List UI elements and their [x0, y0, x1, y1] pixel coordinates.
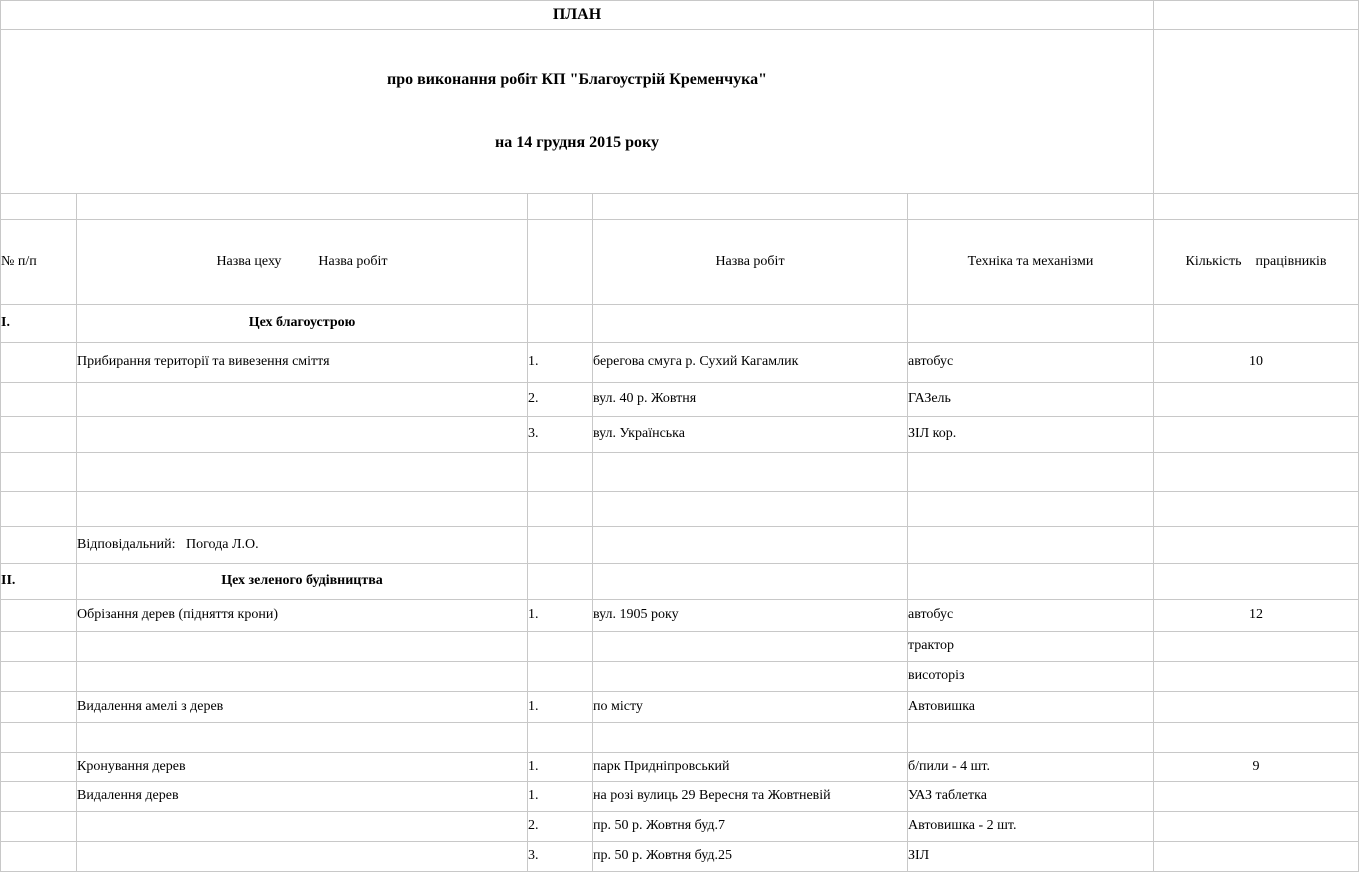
- cell-machinery: Автовишка - 2 шт.: [908, 812, 1154, 842]
- cell-location: [593, 492, 908, 527]
- cell-index: [528, 305, 593, 343]
- cell-index: [528, 492, 593, 527]
- cell-work-name: [77, 842, 528, 872]
- cell-num: [1, 527, 77, 564]
- cell-num: [1, 600, 77, 632]
- cell-location: вул. 40 р. Жовтня: [593, 383, 908, 417]
- cell-num: [1, 842, 77, 872]
- cell-index: 3.: [528, 842, 593, 872]
- table-row: [1, 723, 1359, 753]
- table-row: [1, 453, 1359, 492]
- cell-location: [593, 453, 908, 492]
- cell-workers-count: [1154, 723, 1359, 753]
- cell-location: парк Придніпровський: [593, 753, 908, 782]
- cell-workers-count: [1154, 812, 1359, 842]
- cell-workers-count: [1154, 492, 1359, 527]
- cell-work-name: Цех зеленого будівництва: [77, 564, 528, 600]
- cell-num: [1, 632, 77, 662]
- cell-index: 2.: [528, 383, 593, 417]
- cell-location: [593, 305, 908, 343]
- cell-work-name: Кронування дерев: [77, 753, 528, 782]
- cell-machinery: [908, 492, 1154, 527]
- cell-workers-count: [1154, 842, 1359, 872]
- col-header-workers-count: Кількість працівників: [1154, 220, 1359, 305]
- blank-cell: [1, 194, 77, 220]
- cell-work-name: [77, 453, 528, 492]
- col-header-shop-name: Назва цеху: [216, 253, 282, 269]
- cell-location: [593, 527, 908, 564]
- cell-num: I.: [1, 305, 77, 343]
- cell-work-name: Цех благоустрою: [77, 305, 528, 343]
- cell-location: вул. Українська: [593, 417, 908, 453]
- cell-num: [1, 453, 77, 492]
- cell-num: [1, 492, 77, 527]
- cell-machinery: б/пили - 4 шт.: [908, 753, 1154, 782]
- cell-work-name: [77, 723, 528, 753]
- blank-row: [1, 194, 1359, 220]
- cell-work-name: [77, 812, 528, 842]
- cell-work-name: Прибирання території та вивезення сміття: [77, 343, 528, 383]
- cell-machinery: УАЗ таблетка: [908, 782, 1154, 812]
- table-row: [1, 417, 1359, 453]
- cell-index: [528, 723, 593, 753]
- cell-workers-count: [1154, 383, 1359, 417]
- table-row: [1, 600, 1359, 632]
- table-row: [1, 782, 1359, 812]
- subtitle-row: [1, 30, 1359, 194]
- blank-cell: [908, 194, 1154, 220]
- title-row: [1, 1, 1359, 30]
- cell-location: [593, 632, 908, 662]
- cell-location: [593, 723, 908, 753]
- cell-workers-count: [1154, 632, 1359, 662]
- cell-machinery: Автовишка: [908, 692, 1154, 723]
- cell-machinery: ЗІЛ кор.: [908, 417, 1154, 453]
- cell-num: [1, 753, 77, 782]
- table-row: [1, 632, 1359, 662]
- table-row: [1, 692, 1359, 723]
- cell-num: [1, 692, 77, 723]
- blank-cell: [528, 194, 593, 220]
- cell-location: [593, 564, 908, 600]
- cell-num: [1, 662, 77, 692]
- cell-index: 2.: [528, 812, 593, 842]
- cell-location: пр. 50 р. Жовтня буд.7: [593, 812, 908, 842]
- cell-num: II.: [1, 564, 77, 600]
- subtitle-right-empty-cell: [1154, 30, 1359, 194]
- cell-num: [1, 723, 77, 753]
- cell-workers-count: 9: [1154, 753, 1359, 782]
- cell-work-name: [77, 632, 528, 662]
- cell-location: вул. 1905 року: [593, 600, 908, 632]
- cell-machinery: ГАЗель: [908, 383, 1154, 417]
- cell-work-name: Видалення амелі з дерев: [77, 692, 528, 723]
- cell-index: 3.: [528, 417, 593, 453]
- cell-index: [528, 662, 593, 692]
- cell-workers-count: [1154, 417, 1359, 453]
- col-header-shop-and-works: [77, 220, 528, 305]
- cell-num: [1, 812, 77, 842]
- cell-location: по місту: [593, 692, 908, 723]
- cell-machinery: ЗІЛ: [908, 842, 1154, 872]
- cell-index: [528, 527, 593, 564]
- table-row: [1, 343, 1359, 383]
- cell-work-name: [77, 492, 528, 527]
- col-header-works: Назва робіт: [593, 220, 908, 305]
- cell-workers-count: [1154, 527, 1359, 564]
- cell-workers-count: [1154, 782, 1359, 812]
- cell-num: [1, 343, 77, 383]
- cell-workers-count: 12: [1154, 600, 1359, 632]
- cell-machinery: автобус: [908, 343, 1154, 383]
- subtitle-line-2: на 14 грудня 2015 року: [494, 133, 660, 151]
- cell-index: [528, 632, 593, 662]
- cell-machinery: [908, 723, 1154, 753]
- col-header-machinery: Техніка та механізми: [908, 220, 1154, 305]
- cell-index: 1.: [528, 782, 593, 812]
- table-row: [1, 812, 1359, 842]
- table-row: [1, 527, 1359, 564]
- cell-machinery: [908, 527, 1154, 564]
- cell-index: 1.: [528, 753, 593, 782]
- cell-workers-count: [1154, 662, 1359, 692]
- cell-machinery: [908, 453, 1154, 492]
- cell-workers-count: [1154, 453, 1359, 492]
- col-header-index: [528, 220, 593, 305]
- cell-index: 1.: [528, 600, 593, 632]
- cell-work-name: Видалення дерев: [77, 782, 528, 812]
- cell-machinery: [908, 305, 1154, 343]
- blank-cell: [77, 194, 528, 220]
- blank-cell: [1154, 194, 1359, 220]
- cell-machinery: [908, 564, 1154, 600]
- cell-location: пр. 50 р. Жовтня буд.25: [593, 842, 908, 872]
- cell-workers-count: [1154, 692, 1359, 723]
- col-header-num: № п/п: [1, 220, 77, 305]
- table-row: [1, 383, 1359, 417]
- cell-work-name: Відповідальний: Погода Л.О.: [77, 527, 528, 564]
- cell-work-name: [77, 417, 528, 453]
- cell-work-name: [77, 383, 528, 417]
- cell-index: 1.: [528, 692, 593, 723]
- table-row: [1, 492, 1359, 527]
- cell-work-name: [77, 662, 528, 692]
- cell-index: 1.: [528, 343, 593, 383]
- cell-num: [1, 383, 77, 417]
- cell-index: [528, 564, 593, 600]
- cell-location: на розі вулиць 29 Вересня та Жовтневій: [593, 782, 908, 812]
- col-header-works-name: Назва робіт: [318, 253, 388, 269]
- subtitle-line-1: про виконання робіт КП "Благоустрій Кременчука": [387, 71, 767, 89]
- column-header-row: [1, 220, 1359, 305]
- cell-machinery: автобус: [908, 600, 1154, 632]
- document-title: ПЛАН: [1, 1, 1154, 30]
- table-row: [1, 564, 1359, 600]
- cell-machinery: трактор: [908, 632, 1154, 662]
- table-row: [1, 305, 1359, 343]
- cell-workers-count: 10: [1154, 343, 1359, 383]
- cell-work-name: Обрізання дерев (підняття крони): [77, 600, 528, 632]
- cell-index: [528, 453, 593, 492]
- cell-workers-count: [1154, 305, 1359, 343]
- cell-location: [593, 662, 908, 692]
- cell-workers-count: [1154, 564, 1359, 600]
- table-row: [1, 753, 1359, 782]
- cell-num: [1, 782, 77, 812]
- cell-machinery: висоторіз: [908, 662, 1154, 692]
- table-row: [1, 842, 1359, 872]
- title-right-empty-cell: [1154, 1, 1359, 30]
- table-row: [1, 662, 1359, 692]
- cell-location: берегова смуга р. Сухий Кагамлик: [593, 343, 908, 383]
- document-subtitle: [1, 30, 1154, 194]
- cell-num: [1, 417, 77, 453]
- blank-cell: [593, 194, 908, 220]
